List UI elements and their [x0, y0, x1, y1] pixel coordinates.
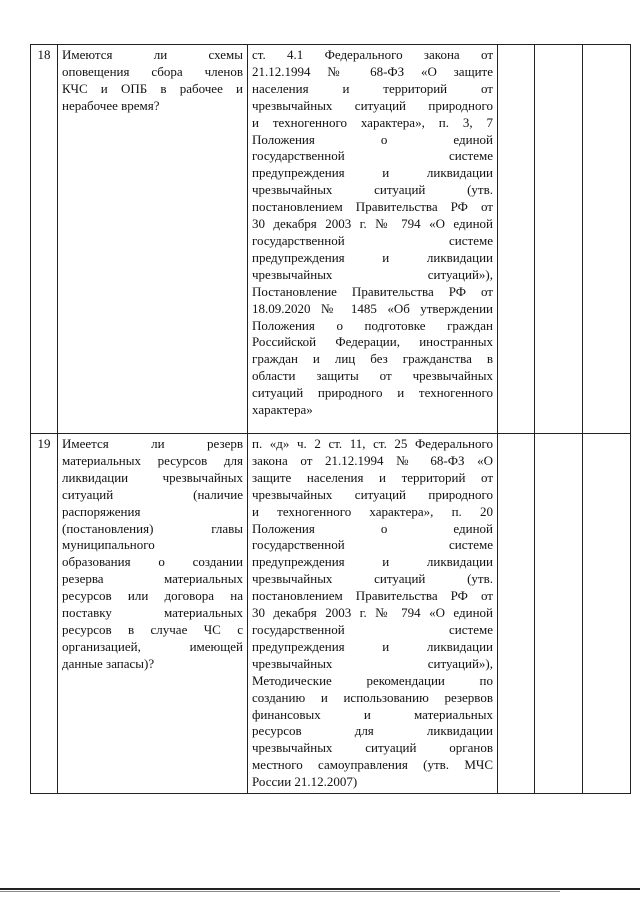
- text-line: и техногенного характера», п. 20: [252, 503, 493, 519]
- question-cell: [58, 45, 248, 434]
- checklist-table: [30, 44, 631, 794]
- text-line: защите населения и территорий от: [252, 469, 493, 485]
- legal-basis-cell: [248, 434, 498, 794]
- row-number: 19: [37, 436, 51, 451]
- text-line: чрезвычайных ситуаций (утв.: [252, 571, 493, 587]
- text-line: Имеется ли резерв: [62, 436, 243, 451]
- table-body: [31, 45, 631, 794]
- answer-cell-no: [535, 45, 583, 434]
- text-line: государственной системе: [252, 537, 493, 553]
- text-line: предупреждения и ликвидации: [252, 165, 493, 181]
- text-line: чрезвычайных ситуаций»),: [252, 655, 493, 671]
- text-line: Положения о единой: [252, 131, 493, 147]
- text-line: Российской Федерации, иностранных: [252, 334, 493, 350]
- row-number-cell: [31, 434, 58, 794]
- note-cell: [583, 434, 631, 794]
- text-line: 30 декабря 2003 г. № 794 «О единой: [252, 605, 493, 621]
- text-line: Постановление Правительства РФ от: [252, 283, 493, 299]
- question-cell: [58, 434, 248, 794]
- text-line: и техногенного характера», п. 3, 7: [252, 114, 493, 130]
- text-line: созданию и использованию резервов: [252, 689, 493, 705]
- text-line: чрезвычайных ситуаций»),: [252, 266, 493, 282]
- legal-basis-cell: [248, 45, 498, 434]
- text-line: населения и территорий от: [252, 80, 493, 96]
- text-line: КЧС и ОПБ в рабочее и: [62, 80, 243, 96]
- text-line: чрезвычайных ситуаций (утв.: [252, 182, 493, 198]
- text-line: государственной системе: [252, 232, 493, 248]
- text-line: муниципального: [62, 537, 155, 553]
- text-line: Положения о единой: [252, 520, 493, 536]
- text-line: образования о создании: [62, 554, 243, 570]
- answer-cell-yes: [498, 45, 535, 434]
- text-line: чрезвычайных ситуаций органов: [252, 740, 493, 756]
- text-line: ресурсов для ликвидации: [252, 723, 493, 739]
- text-line: чрезвычайных ситуаций природного: [252, 486, 493, 502]
- text-line: организацией, имеющей: [62, 638, 243, 654]
- text-line: Имеются ли схемы: [62, 47, 243, 62]
- text-line: ст. 4.1 Федерального закона от: [252, 47, 493, 62]
- text-line: резерва материальных: [62, 571, 243, 587]
- text-line: постановлением Правительства РФ от: [252, 588, 493, 604]
- legal-basis-text: [252, 47, 493, 419]
- text-line: ситуаций природного и техногенного: [252, 385, 493, 401]
- text-line: ситуаций (наличие: [62, 486, 243, 502]
- legal-basis-text: [252, 436, 493, 791]
- text-line: предупреждения и ликвидации: [252, 638, 493, 654]
- text-line: 18.09.2020 № 1485 «Об утверждении: [252, 300, 493, 316]
- text-line: местного самоуправления (утв. МЧС: [252, 757, 493, 773]
- row-number: 18: [37, 47, 51, 62]
- text-line: области защиты от чрезвычайных: [252, 368, 493, 384]
- text-line: Методические рекомендации по: [252, 672, 493, 688]
- text-line: характера»: [252, 402, 313, 418]
- text-line: п. «д» ч. 2 ст. 11, ст. 25 Федерального: [252, 436, 493, 451]
- text-line: данные запасы)?: [62, 655, 155, 671]
- scan-bottom-edge: [0, 888, 640, 890]
- row-number-cell: [31, 45, 58, 434]
- text-line: чрезвычайных ситуаций природного: [252, 97, 493, 113]
- text-line: ликвидации чрезвычайных: [62, 469, 243, 485]
- table-row: [31, 45, 631, 434]
- text-line: России 21.12.2007): [252, 774, 358, 790]
- text-line: Положения о подготовке граждан: [252, 317, 493, 333]
- text-line: ресурсов или договора на: [62, 588, 243, 604]
- question-text: [62, 436, 243, 673]
- table-row: [31, 434, 631, 794]
- answer-cell-no: [535, 434, 583, 794]
- text-line: материальных ресурсов для: [62, 452, 243, 468]
- text-line: ресурсов в случае ЧС с: [62, 621, 243, 637]
- text-line: постановлением Правительства РФ от: [252, 199, 493, 215]
- text-line: предупреждения и ликвидации: [252, 554, 493, 570]
- text-line: распоряжения: [62, 503, 141, 519]
- text-line: предупреждения и ликвидации: [252, 249, 493, 265]
- text-line: граждан и лиц без гражданства в: [252, 351, 493, 367]
- question-text: [62, 47, 243, 115]
- text-line: финансовых и материальных: [252, 706, 493, 722]
- scan-bottom-shadow: [0, 891, 560, 892]
- note-cell: [583, 45, 631, 434]
- text-line: 30 декабря 2003 г. № 794 «О единой: [252, 216, 493, 232]
- text-line: нерабочее время?: [62, 97, 160, 113]
- answer-cell-yes: [498, 434, 535, 794]
- text-line: (постановления) главы: [62, 520, 243, 536]
- text-line: поставку материальных: [62, 605, 243, 621]
- text-line: государственной системе: [252, 148, 493, 164]
- text-line: закона от 21.12.1994 № 68-ФЗ «О: [252, 452, 493, 468]
- text-line: государственной системе: [252, 621, 493, 637]
- text-line: оповещения сбора членов: [62, 63, 243, 79]
- text-line: 21.12.1994 № 68-ФЗ «О защите: [252, 63, 493, 79]
